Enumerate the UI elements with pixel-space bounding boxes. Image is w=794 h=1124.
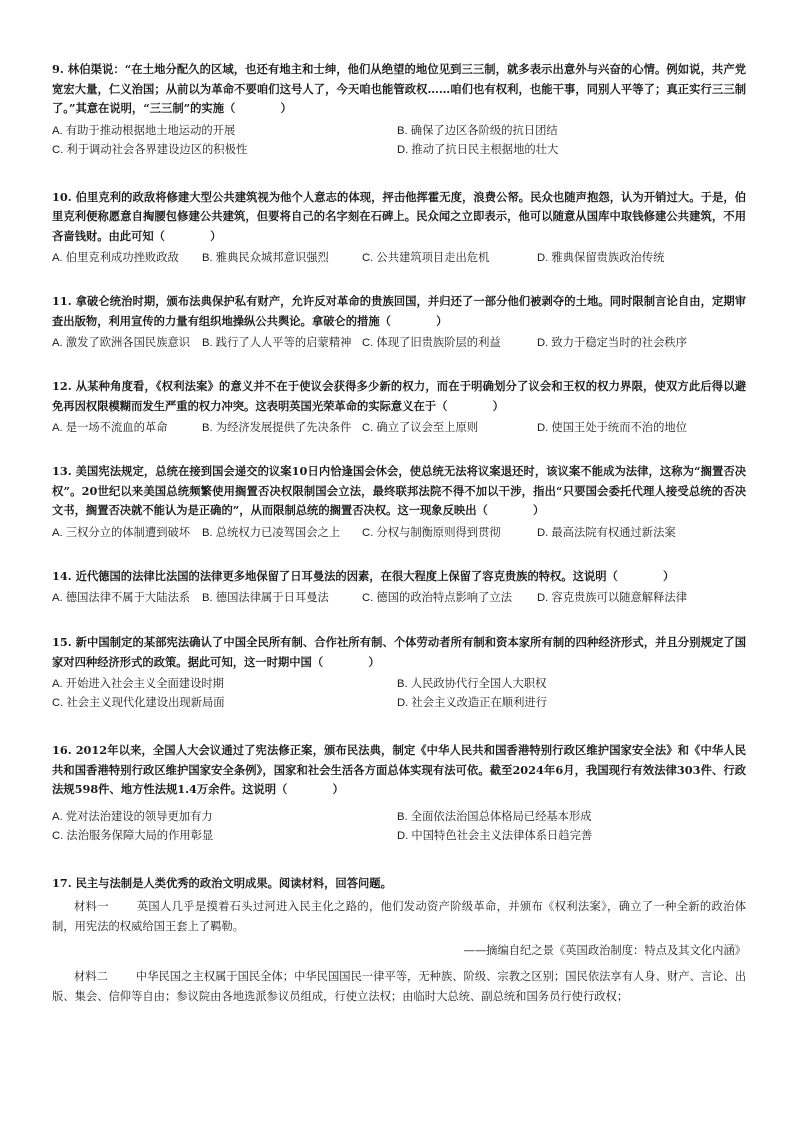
- option-d[interactable]: D. 社会主义改造正在顺利进行: [397, 697, 547, 709]
- option-a[interactable]: A. 伯里克利成功挫败政敌: [52, 252, 179, 264]
- option-b[interactable]: B. 确保了边区各阶级的抗日团结: [397, 124, 558, 137]
- option-b[interactable]: B. 雅典民众城邦意识强烈: [202, 252, 329, 264]
- option-d[interactable]: D. 使国王处于统而不治的地位: [537, 422, 687, 434]
- options: [52, 249, 746, 268]
- option-d[interactable]: D. 容克贵族可以随意解释法律: [537, 592, 687, 604]
- question-stem: 15. 新中国制定的某部宪法确认了中国全民所有制、合作社所有制、个体劳动者所有制和资本家所有制的四种经济形式，并且分别规定了国家对四种经济形式的政策。据此可知，这一时期中国（ ）: [52, 635, 746, 669]
- option-d[interactable]: D. 雅典保留贵族政治传统: [537, 252, 665, 264]
- option-c[interactable]: C. 分权与制衡原则得到贯彻: [362, 526, 501, 539]
- option-d[interactable]: D. 推动了抗日民主根据地的壮大: [397, 143, 559, 156]
- option-b[interactable]: B. 践行了人人平等的启蒙精神: [202, 337, 352, 349]
- question-16: [52, 741, 746, 846]
- question-stem: 14. 近代德国的法律比法国的法律更多地保留了日耳曼法的因素，在很大程度上保留了容克贵族的特权。这说明（ ）: [52, 568, 675, 583]
- options: [52, 419, 746, 438]
- question-9: [52, 60, 746, 160]
- material-label: 材料二: [74, 970, 108, 983]
- option-c[interactable]: C. 体现了旧贵族阶层的利益: [362, 337, 501, 349]
- question-stem: 11. 拿破仑统治时期，颁布法典保护私有财产，允许反对革命的贵族回国，并归还了一部分他们被剥夺的土地。同时限制言论自由，定期审查出版物，利用宣传的力量有组织地操纵公共舆论。拿破仑的措施（ ）: [52, 294, 746, 328]
- question-13: [52, 462, 746, 543]
- material-text: 中华民国之主权属于国民全体；中华民国国民一律平等，无种族、阶级、宗教之区别；国民依法享有人身、财产、言论、出版、集会、信仰等自由；参议院由各地选派参议员组成，行使立法权；由临时大总统、副总统和国务员行使行政权；: [52, 970, 746, 1003]
- option-a[interactable]: A. 开始进入社会主义全面建设时期: [52, 678, 224, 690]
- option-a[interactable]: A. 德国法律不属于大陆法系: [52, 592, 191, 604]
- options: [52, 589, 746, 608]
- option-c[interactable]: C. 法治服务保障大局的作用彰显: [52, 829, 214, 842]
- option-c[interactable]: C. 利于调动社会各界建设边区的积极性: [52, 143, 248, 156]
- question-stem: 16. 2012年以来，全国人大会议通过了宪法修正案，颁布民法典，制定《中华人民共和国香港特别行政区维护国家安全法》和《中华人民共和国香港特别行政区维护国家安全条例》，国家和社会生活各方面总体实现有法可依。截至2024年6月，我国现行有效法律303件、行政法规598件、地方性法规1.4万余件。这说明（ ）: [52, 743, 746, 796]
- options: [52, 122, 746, 160]
- question-stem: 9. 林伯渠说：“在土地分配久的区域，也还有地主和士绅，他们从绝望的地位见到三三制，就多表示出意外与兴奋的心情。例如说，共产党宽宏大量，仁义治国；从前以为革命不要咱们这号人了，今天咱也能管政权……咱们也有权利，也能干事，同别人平等了；真正实行三三制了。”其意在说明，“三三制”的实施（ ）: [52, 62, 746, 115]
- option-b[interactable]: B. 全面依法治国总体格局已经基本形成: [397, 810, 592, 823]
- options: [52, 524, 746, 543]
- material-1: [52, 897, 746, 937]
- question-17: [52, 874, 746, 1008]
- option-c[interactable]: C. 公共建筑项目走出危机: [362, 252, 490, 264]
- option-a[interactable]: A. 三权分立的体制遭到破坏: [52, 526, 191, 539]
- question-stem: 17. 民主与法制是人类优秀的政治文明成果。阅读材料，回答问题。: [52, 875, 392, 890]
- material-2: [52, 967, 746, 1007]
- option-b[interactable]: B. 为经济发展提供了先决条件: [202, 422, 352, 434]
- options: [52, 808, 746, 846]
- option-a[interactable]: A. 是一场不流血的革命: [52, 422, 168, 434]
- option-c[interactable]: C. 确立了议会至上原则: [362, 422, 479, 434]
- option-d[interactable]: D. 最高法院有权通过新法案: [537, 526, 676, 539]
- question-14: [52, 567, 746, 609]
- option-b[interactable]: B. 总统权力已凌驾国会之上: [202, 526, 341, 539]
- option-c[interactable]: C. 社会主义现代化建设出现新局面: [52, 697, 225, 709]
- options: [52, 675, 746, 713]
- material-source: ——摘编自纪之景《英国政治制度：特点及其文化内涵》: [463, 944, 746, 957]
- option-c[interactable]: C. 德国的政治特点影响了立法: [362, 592, 512, 604]
- question-11: [52, 292, 746, 353]
- material-text: 英国人几乎是摸着石头过河进入民主化之路的，他们发动资产阶级革命，并颁布《权利法案》，确立了一种全新的政治体制，用宪法的权威给国王套上了羁勒。: [52, 900, 746, 933]
- material-label: 材料一: [74, 900, 109, 913]
- option-d[interactable]: D. 中国特色社会主义法律体系日趋完善: [397, 829, 593, 842]
- option-d[interactable]: D. 致力于稳定当时的社会秩序: [537, 337, 687, 349]
- question-stem: 13. 美国宪法规定，总统在接到国会递交的议案10日内恰逢国会休会，使总统无法将议案退还时，该议案不能成为法律，这称为“搁置否决权”。20世纪以来美国总统频繁使用搁置否决权限制国会立法，最终联邦法院不得不加以干涉，指出“只要国会委托代理人接受总统的否决文书，搁置否决就不能认为是正确的”，从而限制总统的搁置否决权。这一现象反映出（ ）: [52, 464, 746, 517]
- option-b[interactable]: B. 人民政协代行全国人大职权: [397, 678, 547, 690]
- question-10: [52, 188, 746, 269]
- question-stem: 10. 伯里克利的政敌将修建大型公共建筑视为他个人意志的体现，抨击他挥霍无度，浪费公帑。民众也随声抱怨，认为开销过大。于是，伯里克利便称愿意自掏腰包修建公共建筑，但要将自己的名字刻在石碑上。民众闻之立即表示，他可以随意从国库中取钱修建公共建筑，不用吝啬钱财。由此可知（ ）: [52, 189, 746, 243]
- option-a[interactable]: A. 激发了欧洲各国民族意识: [52, 337, 191, 349]
- option-a[interactable]: A. 党对法治建设的领导更加有力: [52, 810, 213, 823]
- question-stem: 12. 从某种角度看，《权利法案》的意义并不在于使议会获得多少新的权力，而在于明确划分了议会和王权的权力界限，使双方此后得以避免再因权限模糊而发生严重的权力冲突。这表明英国光荣革命的实际意义在于（ ）: [52, 379, 746, 413]
- question-15: [52, 633, 746, 713]
- option-a[interactable]: A. 有助于推动根据地土地运动的开展: [52, 124, 236, 137]
- option-b[interactable]: B. 德国法律属于日耳曼法: [202, 592, 329, 604]
- question-12: [52, 377, 746, 438]
- options: [52, 334, 746, 353]
